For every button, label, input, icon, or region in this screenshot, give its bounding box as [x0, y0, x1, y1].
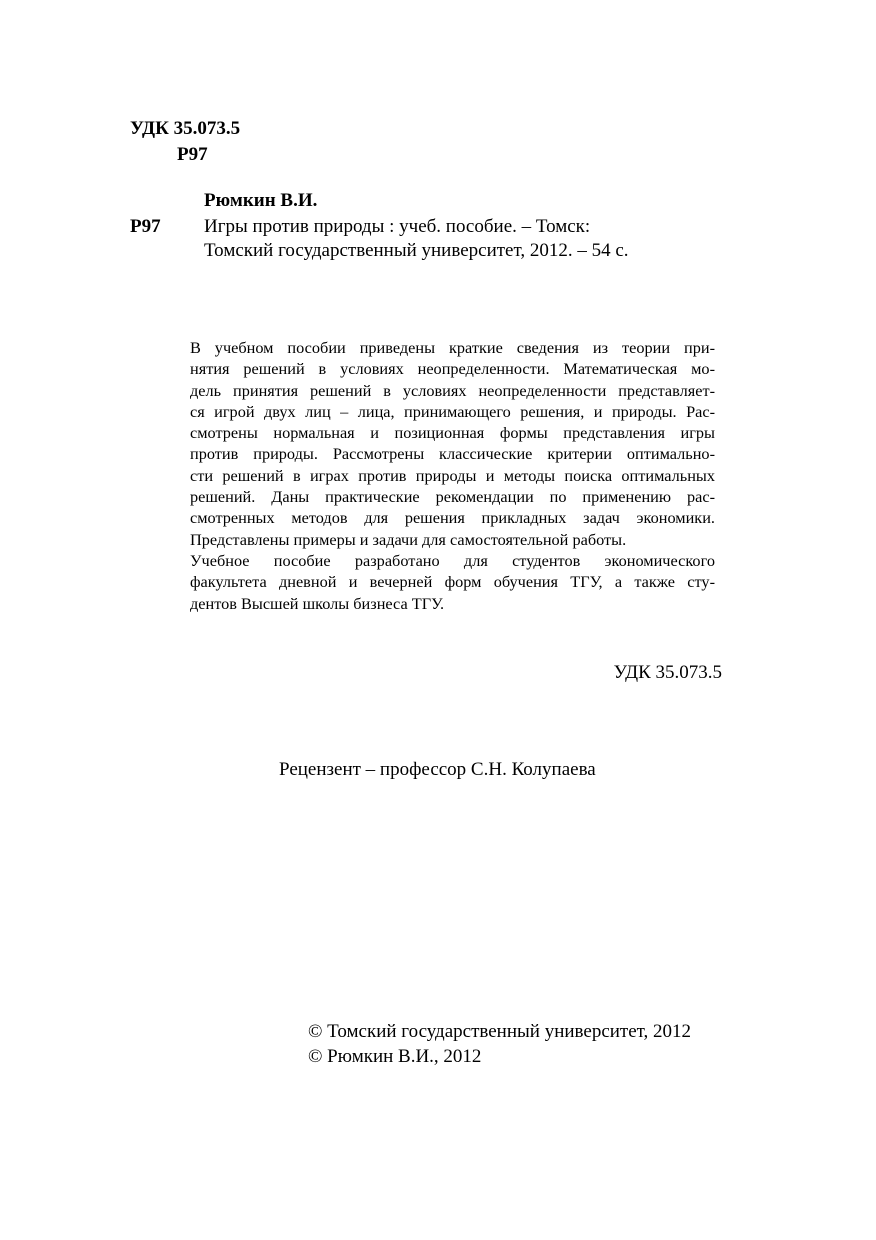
copyright-university: © Томский государственный университет, 2012 [308, 1021, 692, 1042]
reviewer-line: Рецензент – профессор С.Н. Колупаева [279, 759, 596, 780]
abstract-paragraph-2 [160, 550, 715, 614]
abstract [160, 337, 715, 614]
abstract-line: против природы. Рассмотрены классические критерии оптимально- [190, 444, 715, 464]
copyright-author: © Рюмкин В.И., 2012 [308, 1046, 482, 1067]
abstract-line: смотренных методов для решения прикладных задач экономики. [190, 508, 715, 528]
author-code-top: Р97 [177, 144, 208, 165]
abstract-line: нятия решений в условиях неопределенности. Математическая мо- [190, 359, 715, 379]
abstract-line: Представлены примеры и задачи для самостоятельной работы. [190, 529, 627, 549]
author-name: Рюмкин В.И. [204, 190, 318, 211]
udc-code-right: УДК 35.073.5 [613, 662, 722, 683]
author-code-left: Р97 [130, 216, 161, 237]
bibliographic-title-line: Игры против природы : учеб. пособие. – Томск: [204, 216, 591, 237]
abstract-paragraph-1 [160, 337, 715, 550]
abstract-line: дель принятия решений в условиях неопределенности представляет- [190, 380, 715, 400]
abstract-line: Учебное пособие разработано для студентов экономического [190, 550, 715, 570]
abstract-line: дентов Высшей школы бизнеса ТГУ. [190, 593, 445, 613]
abstract-line: сти решений в играх против природы и методы поиска оптимальных [190, 465, 715, 485]
abstract-line: В учебном пособии приведены краткие сведения из теории при- [190, 338, 715, 357]
udc-code-top: УДК 35.073.5 [130, 118, 241, 139]
bibliographic-publisher-line: Томский государственный университет, 2012. – 54 с. [204, 240, 629, 261]
abstract-line: решений. Даны практические рекомендации по применению рас- [190, 487, 715, 507]
abstract-line: ся игрой двух лиц – лица, принимающего решения, и природы. Рас- [190, 401, 715, 421]
abstract-line: смотрены нормальная и позиционная формы представления игры [190, 423, 715, 443]
abstract-line: факультета дневной и вечерней форм обучения ТГУ, а также сту- [190, 572, 715, 592]
